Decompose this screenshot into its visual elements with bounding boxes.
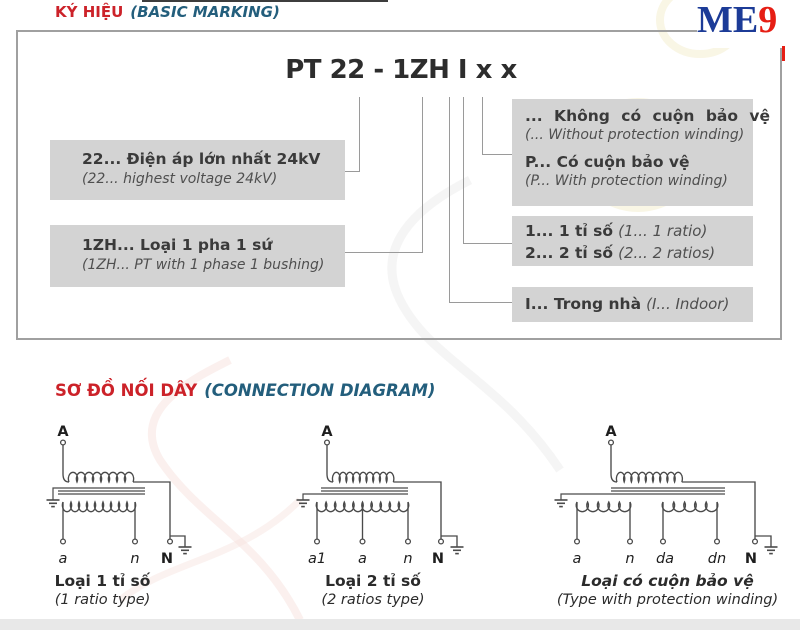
connector-line-indoor: [449, 97, 450, 302]
terminal-circle-n: [628, 539, 633, 544]
secondary-winding: [576, 502, 631, 512]
core-ground-symbol: [47, 500, 60, 507]
terminal-circle-N: [439, 539, 444, 544]
protection-without-vi: ... Không có cuộn bảo vệ: [525, 107, 771, 125]
terminal-circle-a: [360, 539, 365, 544]
secondary-winding: [62, 502, 135, 512]
primary-winding: [332, 472, 393, 482]
terminal-circle-a: [575, 539, 580, 544]
terminal-circle-A: [609, 440, 614, 445]
connector-horiz-ratio: [463, 243, 512, 244]
terminal-circle-A: [325, 440, 330, 445]
terminal-label-a: a: [572, 551, 582, 567]
diagram-2-ratios: [283, 420, 498, 572]
terminal-label-n: n: [130, 551, 140, 567]
ratio-two-en: (2... 2 ratios): [618, 244, 716, 262]
connector-line-protection: [482, 97, 483, 154]
terminal-circle-A: [61, 440, 66, 445]
label-box-ratio: [512, 216, 753, 266]
connection-title-en: (CONNECTION DIAGRAM): [204, 381, 436, 400]
connector-horiz-indoor: [449, 302, 512, 303]
terminal-label-da: da: [655, 551, 675, 567]
ratio-one-en: (1... 1 ratio): [618, 222, 708, 240]
diagram-3-protection: [545, 420, 795, 572]
ratio-line-1: [525, 221, 753, 241]
diagram-2-caption: [283, 572, 463, 610]
logo-text-red: 9: [758, 0, 778, 41]
neutral-ground-symbol: [765, 547, 778, 554]
ratio-two-vi: 2... 2 tỉ số: [525, 244, 614, 262]
label-box-indoor: [512, 287, 753, 322]
terminal-label-A: A: [605, 424, 617, 440]
indoor-label-en: (I... Indoor): [646, 295, 730, 313]
diagram-1-caption-en: (1 ratio type): [54, 592, 151, 608]
me9-logo: [697, 0, 795, 48]
terminal-label-A: A: [321, 424, 333, 440]
terminal-label-a: a: [358, 551, 367, 567]
diagram-2-caption-vi: Loại 2 tỉ số: [325, 572, 421, 590]
terminal-label-N: N: [744, 551, 758, 567]
marking-section-title: [55, 3, 280, 21]
core-ground-symbol: [297, 500, 310, 507]
terminal-circle-N: [753, 539, 758, 544]
connector-line-22: [359, 97, 360, 171]
protection-with-en: (P... With protection winding): [525, 173, 728, 189]
neutral-ground-symbol: [179, 547, 192, 554]
page-edge-band: [0, 619, 800, 630]
terminal-label-N: N: [431, 551, 445, 567]
terminal-label-a: a: [58, 551, 68, 567]
indoor-label-vi: I... Trong nhà: [525, 295, 642, 313]
ratio-line-2: [525, 243, 753, 263]
label-box-type: [50, 225, 345, 287]
terminal-label-A: A: [57, 424, 69, 440]
terminal-circle-n: [133, 539, 138, 544]
protection-with-vi: P... Có cuộn bảo vệ: [525, 153, 690, 171]
neutral-ground-symbol: [451, 547, 464, 554]
terminal-label-n: n: [403, 551, 413, 567]
connector-horiz-22: [345, 171, 360, 172]
protection-without-en: (... Without protection winding): [525, 127, 745, 143]
terminal-label-dn: dn: [707, 551, 727, 567]
terminal-label-n: n: [625, 551, 635, 567]
primary-winding: [616, 472, 682, 482]
terminal-circle-da: [661, 539, 666, 544]
connector-line-1zh: [422, 97, 423, 252]
indoor-line: [525, 294, 753, 314]
terminal-circle-a: [61, 539, 66, 544]
connection-title-vi: SƠ ĐỒ NỐI DÂY: [55, 381, 198, 400]
marking-code: PT 22 - 1ZH I x x: [285, 55, 517, 85]
logo-text-blue: ME: [697, 0, 759, 41]
connector-line-ratio: [463, 97, 464, 243]
protection-winding: [662, 502, 718, 512]
voltage-label-vi: 22... Điện áp lớn nhất 24kV: [82, 150, 321, 168]
diagram-2-caption-en: (2 ratios type): [321, 592, 425, 608]
core-lines: [53, 488, 145, 500]
primary-winding: [68, 472, 133, 482]
connector-horiz-1zh: [345, 252, 423, 253]
diagram-3-caption-en: (Type with protection winding): [556, 592, 779, 608]
terminal-circle-dn: [715, 539, 720, 544]
diagram-3-caption-vi: Loại có cuộn bảo vệ: [581, 572, 754, 590]
marking-title-vi: KÝ HIỆU: [55, 3, 124, 21]
core-lines: [561, 488, 725, 500]
core-lines: [303, 488, 408, 500]
diagram-1-caption-vi: Loại 1 tỉ số: [54, 572, 151, 590]
marking-title-en: (BASIC MARKING): [130, 3, 280, 21]
top-crop-line: [142, 0, 388, 2]
core-ground-symbol: [555, 500, 568, 507]
voltage-label-en: (22... highest voltage 24kV): [82, 171, 278, 187]
terminal-circle-N: [168, 539, 173, 544]
terminal-circle-a1: [315, 539, 320, 544]
ratio-one-vi: 1... 1 tỉ số: [525, 222, 614, 240]
diagram-1-ratio: [30, 420, 230, 572]
label-box-voltage: [50, 140, 345, 200]
terminal-circle-n: [406, 539, 411, 544]
label-box-protection: [512, 99, 771, 206]
connection-section-title: [55, 381, 435, 400]
terminal-label-a1: a1: [307, 551, 327, 567]
diagram-1-caption: [30, 572, 175, 610]
connector-horiz-protection: [482, 154, 512, 155]
type-label-en: (1ZH... PT with 1 phase 1 bushing): [82, 257, 325, 273]
type-label-vi: 1ZH... Loại 1 pha 1 sứ: [82, 236, 273, 254]
terminal-label-N: N: [160, 551, 174, 567]
diagram-3-caption: [545, 572, 790, 610]
